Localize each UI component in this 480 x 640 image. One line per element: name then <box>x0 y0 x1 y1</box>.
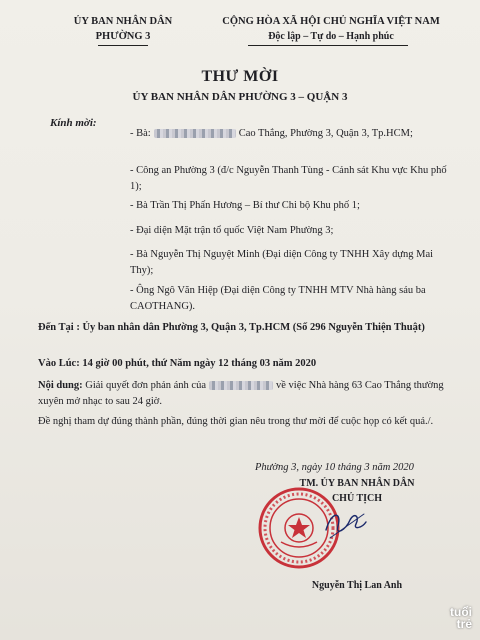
document-subtitle: ỦY BAN NHÂN DÂN PHƯỜNG 3 – QUẬN 3 <box>132 91 348 103</box>
invitee-3: - Bà Trần Thị Phấn Hương – Bí thư Chi bộ Khu phố 1; <box>130 200 360 211</box>
invitee-4: - Đại diện Mặt trận tổ quốc Việt Nam Phường 3; <box>130 225 334 236</box>
issuer-ward: PHƯỜNG 3 <box>95 31 151 42</box>
meeting-location: Đến Tại : Ủy ban nhân dân Phường 3, Quận 3, Tp.HCM (Số 296 Nguyễn Thiện Thuật) <box>38 322 425 333</box>
country-name: CỘNG HÒA XÃ HỘI CHỦ NGHĨA VIỆT NAM <box>222 16 440 27</box>
signing-org: TM. ỦY BAN NHÂN DÂN <box>299 478 415 489</box>
publisher-watermark: tuổi trẻ <box>450 605 472 631</box>
signing-role: CHỦ TỊCH <box>331 493 383 504</box>
meeting-content: Nội dung: Giải quyết đơn phản ánh của về việc Nhà hàng 63 Cao Thắng thường xuyên mở nhạc to sau 24 giờ. <box>38 380 444 407</box>
national-header <box>196 14 466 44</box>
national-motto: Độc lập – Tự do – Hạnh phúc <box>268 31 394 42</box>
invitee-1: - Bà: Cao Thắng, Phường 3, Quận 3, Tp.HCM; <box>130 128 413 139</box>
attendance-request: Đề nghị tham dự đúng thành phần, đúng thời gian nêu trong thư mời để cuộc họp có kết quả./. <box>38 416 434 427</box>
issue-date: Phường 3, ngày 10 tháng 3 năm 2020 <box>255 462 414 473</box>
signer-name: Nguyễn Thị Lan Anh <box>311 580 403 591</box>
invitee-5: - Bà Nguyễn Thị Nguyệt Minh (Đại diện Công ty TNHH Xây dựng Mai Thy); <box>130 249 434 276</box>
motto-underline <box>248 45 408 46</box>
issuer-header <box>38 14 208 44</box>
salutation: Kính mời: <box>50 117 97 129</box>
issuer-org: ỦY BAN NHÂN DÂN <box>73 16 173 27</box>
meeting-time: Vào Lúc: 14 giờ 00 phút, thứ Năm ngày 12 tháng 03 năm 2020 <box>38 358 317 369</box>
redacted-name <box>154 129 236 138</box>
invitee-6: - Ông Ngô Văn Hiệp (Đại diện Công ty TNHH MTV Nhà hàng sáu ba CAOTHANG). <box>130 285 426 312</box>
document-title: THƯ MỜI <box>201 68 279 85</box>
redacted-complainant <box>209 381 273 390</box>
invitee-2: - Công an Phường 3 (đ/c Nguyễn Thanh Tùng - Cảnh sát Khu vực Khu phố 1); <box>130 165 447 192</box>
handwritten-signature-icon <box>320 500 370 550</box>
issuer-underline <box>98 45 148 46</box>
